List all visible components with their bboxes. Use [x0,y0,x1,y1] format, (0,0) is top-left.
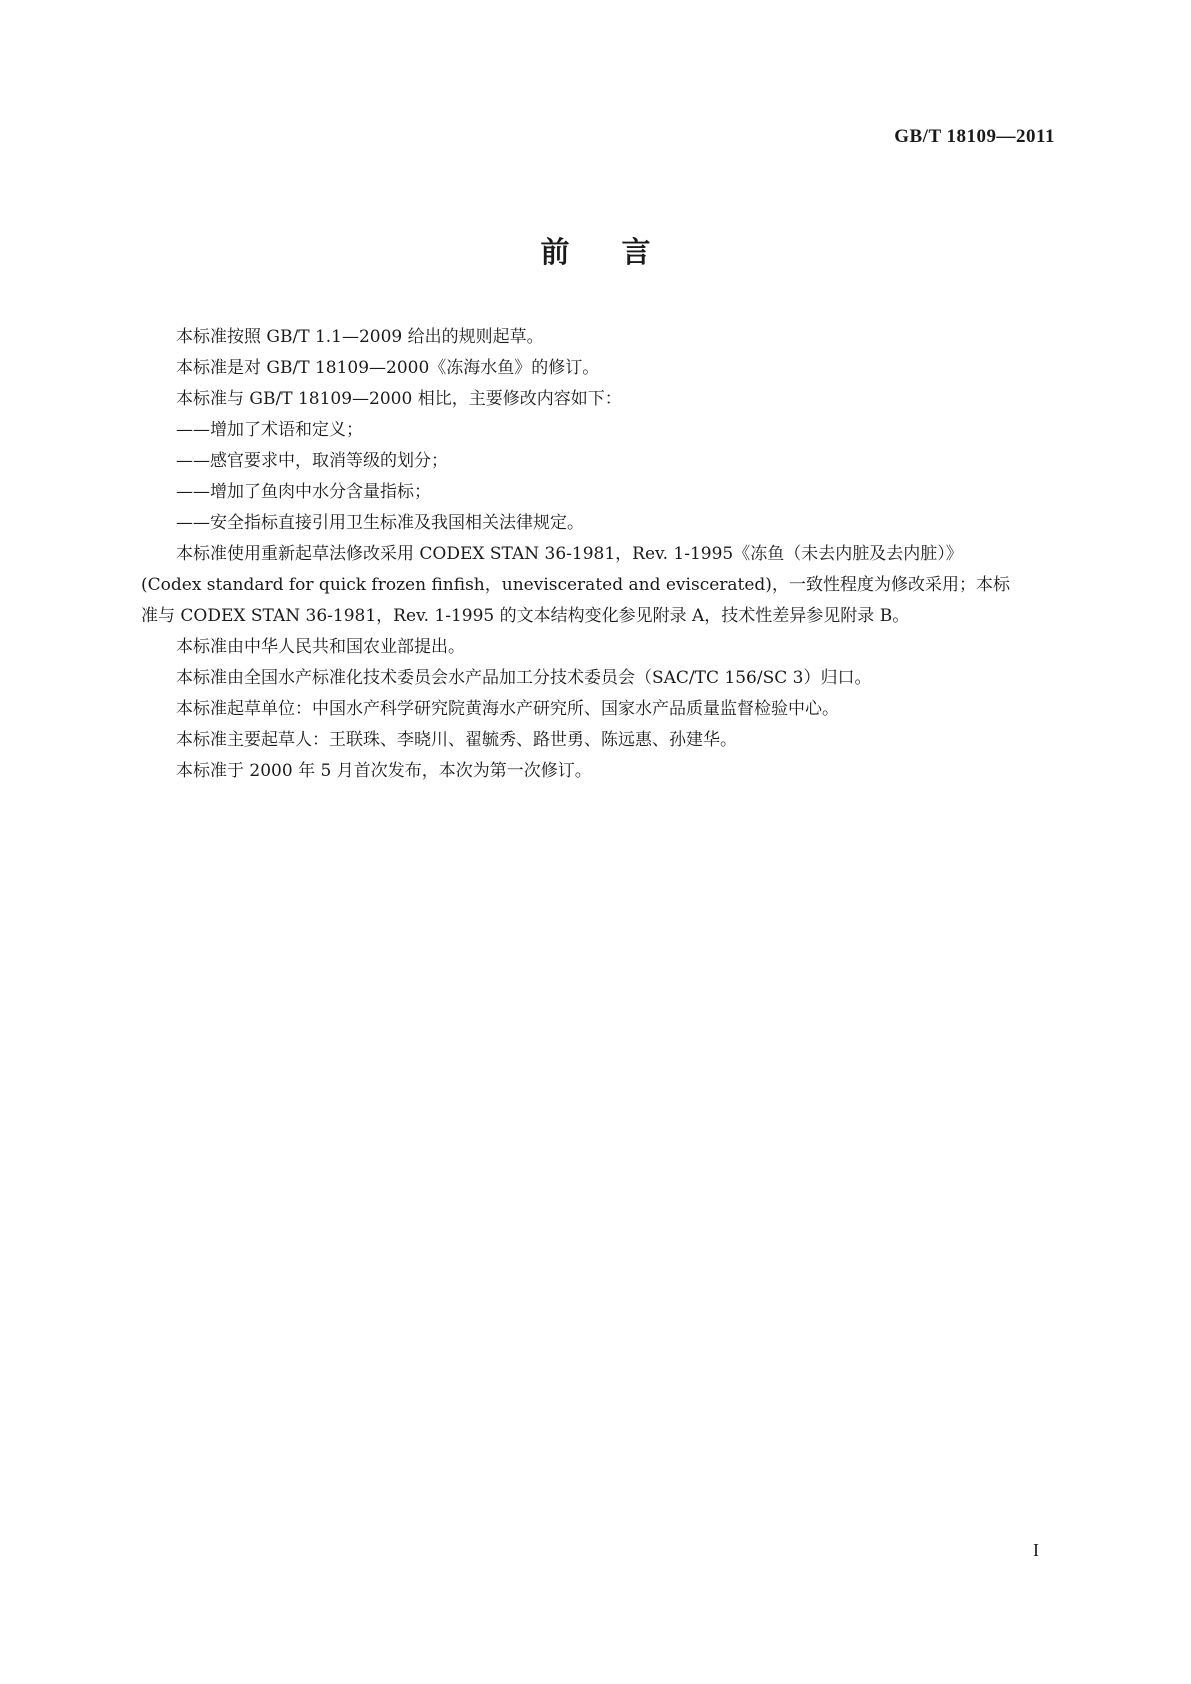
change-item: ——增加了术语和定义； [176,420,363,440]
paragraph-drafters: 本标准主要起草人：王联珠、李晓川、翟毓秀、路世勇、陈远惠、孙建华。 [176,730,737,750]
paragraph-line: (Codex standard for quick frozen finfish，uneviscerated and eviscerated)，一致性程度为修改采用；本标 [141,575,1010,595]
standard-code: GB/T 18109—2011 [894,126,1055,147]
paragraph-drafting-rules: 本标准按照 GB/T 1.1—2009 给出的规则起草。 [176,327,544,347]
paragraph-publication-history: 本标准于 2000 年 5 月首次发布，本次为第一次修订。 [176,761,592,781]
paragraph-drafting-units: 本标准起草单位：中国水产科学研究院黄海水产研究所、国家水产品质量监督检验中心。 [176,699,839,719]
paragraph-proposed-by: 本标准由中华人民共和国农业部提出。 [176,637,465,657]
paragraph-main-changes: 本标准与 GB/T 18109—2000 相比，主要修改内容如下： [176,389,622,409]
paragraph-line: 本标准使用重新起草法修改采用 CODEX STAN 36-1981，Rev. 1-1995《冻鱼（未去内脏及去内脏）》 [176,544,963,564]
change-item: ——感官要求中，取消等级的划分； [176,451,448,471]
page-number: I [1033,1540,1039,1560]
change-item: ——增加了鱼肉中水分含量指标； [176,482,431,502]
foreword-body [141,322,1074,787]
paragraph-line: 准与 CODEX STAN 36-1981，Rev. 1-1995 的文本结构变化参见附录 A，技术性差异参见附录 B。 [141,606,910,626]
change-item: ——安全指标直接引用卫生标准及我国相关法律规定。 [176,513,584,533]
paragraph-codex-adoption [141,539,1074,632]
paragraph-technical-committee: 本标准由全国水产标准化技术委员会水产品加工分技术委员会（SAC/TC 156/SC 3）归口。 [176,668,872,688]
page-title: 前言 [540,235,703,269]
paragraph-revision-of: 本标准是对 GB/T 18109—2000《冻海水鱼》的修订。 [176,358,600,378]
